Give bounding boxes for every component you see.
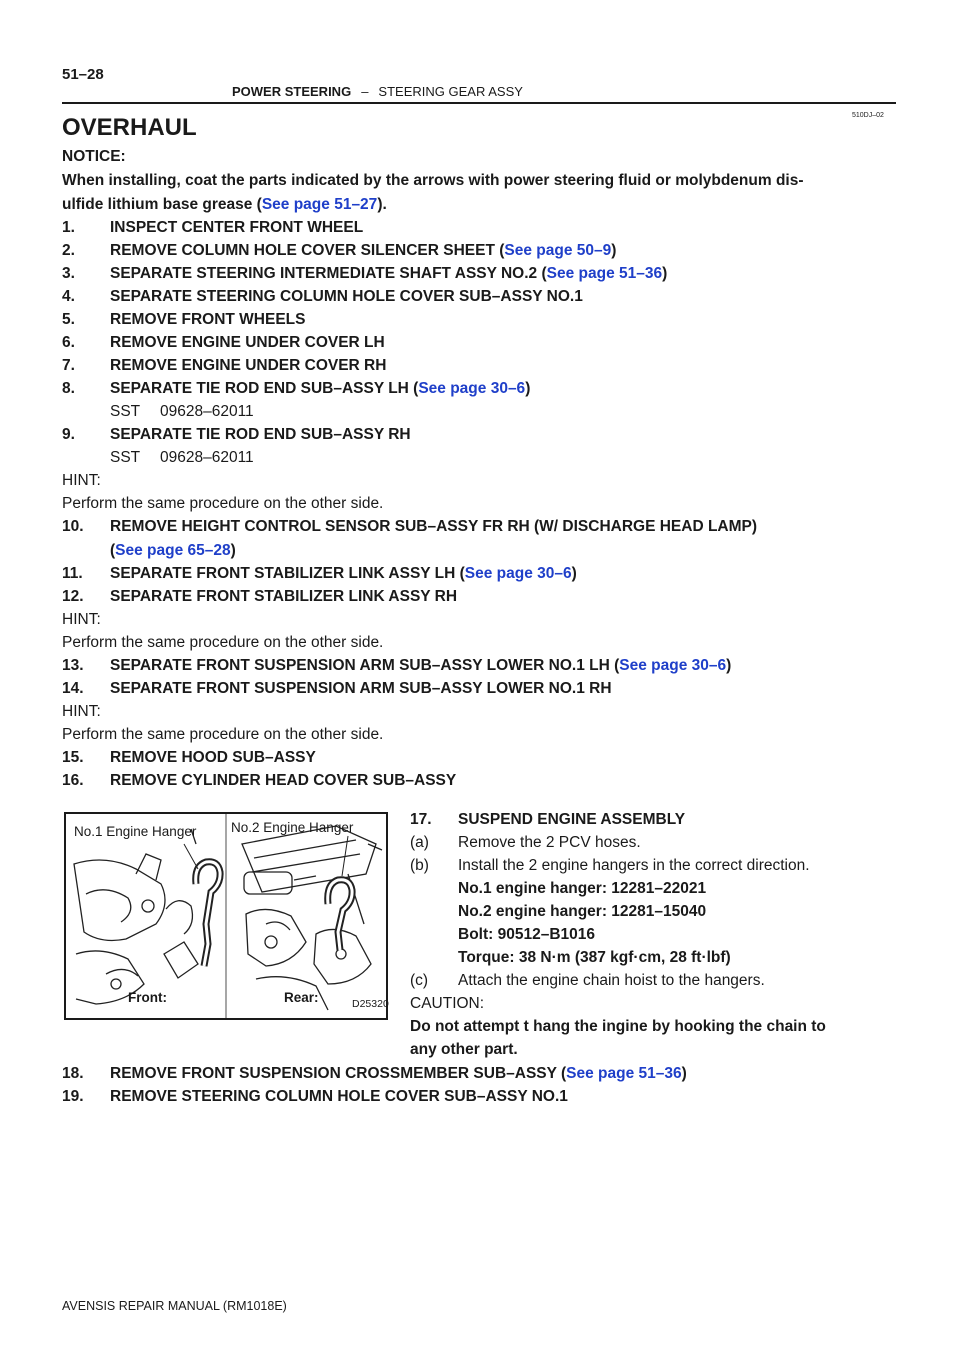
step-text-end: )	[230, 542, 236, 559]
step-11	[62, 563, 577, 585]
notice-line-1: When installing, coat the parts indicated by the arrows with power steering fluid or molybdenum dis-	[62, 172, 804, 189]
step-number: 18.	[62, 1065, 84, 1082]
hint-text: Perform the same procedure on the other side.	[62, 634, 384, 651]
substep-text: Remove the 2 PCV hoses.	[458, 834, 641, 851]
sst-label: SST	[110, 449, 141, 466]
step-9	[62, 424, 411, 446]
subsection-title: STEERING GEAR ASSY	[378, 84, 523, 99]
step-12	[62, 586, 457, 608]
hint-label: HINT:	[62, 703, 101, 720]
link-see-page-65-28[interactable]: See page 65–28	[115, 542, 231, 559]
step-text: SEPARATE FRONT SUSPENSION ARM SUB–ASSY LOWER NO.1 RH	[110, 680, 612, 697]
label-front: Front:	[128, 990, 167, 1005]
step-text: SEPARATE TIE ROD END SUB–ASSY RH	[110, 426, 411, 443]
step-18	[62, 1063, 687, 1085]
label-rear: Rear:	[284, 990, 319, 1005]
notice-label: NOTICE:	[62, 148, 126, 165]
notice-line-2-text: ulfide lithium base grease (	[62, 196, 262, 213]
step-text: SEPARATE STEERING COLUMN HOLE COVER SUB–ASSY NO.1	[110, 288, 583, 305]
step-17	[410, 809, 685, 831]
substep-text: Attach the engine chain hoist to the hangers.	[458, 972, 765, 989]
step-text-end: )	[611, 242, 617, 259]
spec-bolt: Bolt: 90512–B1016	[458, 926, 595, 943]
step-number: 17.	[410, 811, 432, 828]
step-text: REMOVE FRONT SUSPENSION CROSSMEMBER SUB–ASSY (	[110, 1065, 567, 1082]
step-text: SEPARATE TIE ROD END SUB–ASSY LH (	[110, 380, 419, 397]
link-see-page-30-6[interactable]: See page 30–6	[619, 657, 727, 674]
step-number: 9.	[62, 426, 75, 443]
engine-hanger-figure	[64, 812, 388, 1020]
step-13	[62, 655, 731, 677]
step-text: SEPARATE FRONT STABILIZER LINK ASSY LH (	[110, 565, 465, 582]
link-see-page-50-9[interactable]: See page 50–9	[504, 242, 612, 259]
substep-text: Install the 2 engine hangers in the correct direction.	[458, 857, 810, 874]
link-see-page-30-6[interactable]: See page 30–6	[464, 565, 572, 582]
step-7	[62, 355, 386, 377]
step-text: INSPECT CENTER FRONT WHEEL	[110, 219, 364, 236]
step-number: 7.	[62, 357, 75, 374]
step-number: 4.	[62, 288, 75, 305]
step-number: 1.	[62, 219, 75, 236]
substep-label: (c)	[410, 972, 429, 989]
footer-manual-name: AVENSIS REPAIR MANUAL (RM1018E)	[62, 1299, 287, 1313]
step-number: 12.	[62, 588, 84, 605]
step-number: 10.	[62, 518, 84, 535]
step-text: REMOVE ENGINE UNDER COVER LH	[110, 334, 385, 351]
step-text: REMOVE HOOD SUB–ASSY	[110, 749, 316, 766]
page-title: OVERHAUL	[62, 114, 197, 141]
page-number: 51–28	[62, 66, 104, 83]
section-title: POWER STEERING	[232, 84, 352, 99]
step-number: 5.	[62, 311, 75, 328]
document-id: 510DJ–02	[852, 112, 884, 119]
link-see-page-51-36[interactable]: See page 51–36	[546, 265, 663, 282]
label-no2-engine-hanger: No.2 Engine Hanger	[231, 820, 354, 835]
link-see-page-51-36[interactable]: See page 51–36	[566, 1065, 682, 1082]
step-17a	[410, 832, 641, 854]
step-text-end: )	[571, 565, 577, 582]
step-17c	[410, 970, 765, 992]
step-15	[62, 747, 316, 769]
step-4	[62, 286, 583, 308]
step-8-sst	[110, 401, 254, 423]
step-text: SEPARATE FRONT SUSPENSION ARM SUB–ASSY LOWER NO.1 LH (	[110, 657, 620, 674]
hint-label: HINT:	[62, 611, 101, 628]
step-6	[62, 332, 385, 354]
step-text-end: )	[681, 1065, 687, 1082]
step-number: 2.	[62, 242, 75, 259]
step-number: 16.	[62, 772, 84, 789]
step-text-end: )	[726, 657, 732, 674]
step-text: REMOVE HEIGHT CONTROL SENSOR SUB–ASSY FR RH (W/ DISCHARGE HEAD LAMP)	[110, 518, 758, 535]
step-3	[62, 263, 667, 285]
caution-line-2: any other part.	[410, 1041, 518, 1058]
step-text: REMOVE ENGINE UNDER COVER RH	[110, 357, 387, 374]
engine-hanger-illustration	[66, 814, 386, 1018]
step-5	[62, 309, 305, 331]
caution-label: CAUTION:	[410, 995, 485, 1012]
notice-line-2	[62, 194, 387, 216]
spec-torque: Torque: 38 N·m (387 kgf·cm, 28 ft·lbf)	[458, 949, 731, 966]
step-1	[62, 217, 363, 239]
header-rule	[62, 102, 896, 104]
step-text: SEPARATE FRONT STABILIZER LINK ASSY RH	[110, 588, 458, 605]
hint-label: HINT:	[62, 472, 101, 489]
label-no1-engine-hanger: No.1 Engine Hanger	[74, 824, 197, 839]
sst-value: 09628–62011	[160, 449, 254, 466]
link-see-page-51-27[interactable]: See page 51–27	[261, 196, 378, 213]
caution-line-1: Do not attempt t hang the ingine by hooking the chain to	[410, 1018, 826, 1035]
step-number: 15.	[62, 749, 84, 766]
substep-label: (b)	[410, 857, 429, 874]
step-9-sst	[110, 447, 254, 469]
step-16	[62, 770, 456, 792]
step-text: SEPARATE STEERING INTERMEDIATE SHAFT ASSY NO.2 (	[110, 265, 547, 282]
step-19	[62, 1086, 568, 1108]
section-separator: –	[361, 84, 369, 99]
step-17b	[410, 855, 810, 877]
step-number: 8.	[62, 380, 75, 397]
hint-text: Perform the same procedure on the other side.	[62, 495, 384, 512]
spec-no1-hanger: No.1 engine hanger: 12281–22021	[458, 880, 707, 897]
hint-text: Perform the same procedure on the other side.	[62, 726, 384, 743]
step-number: 13.	[62, 657, 84, 674]
notice-line-2-end: ).	[377, 196, 387, 213]
step-8	[62, 378, 530, 400]
step-text-end: )	[662, 265, 668, 282]
step-number: 6.	[62, 334, 75, 351]
sst-value: 09628–62011	[160, 403, 254, 420]
step-10	[62, 516, 757, 538]
step-10-ref	[110, 540, 236, 562]
step-text: REMOVE COLUMN HOLE COVER SILENCER SHEET (	[110, 242, 505, 259]
step-text: SUSPEND ENGINE ASSEMBLY	[458, 811, 686, 828]
step-text: (	[110, 542, 116, 559]
step-2	[62, 240, 616, 262]
step-number: 3.	[62, 265, 75, 282]
step-number: 19.	[62, 1088, 84, 1105]
spec-no2-hanger: No.2 engine hanger: 12281–15040	[458, 903, 707, 920]
sst-label: SST	[110, 403, 141, 420]
step-14	[62, 678, 612, 700]
step-text: REMOVE STEERING COLUMN HOLE COVER SUB–ASSY NO.1	[110, 1088, 568, 1105]
step-text: REMOVE CYLINDER HEAD COVER SUB–ASSY	[110, 772, 457, 789]
link-see-page-30-6[interactable]: See page 30–6	[418, 380, 526, 397]
step-number: 14.	[62, 680, 84, 697]
substep-label: (a)	[410, 834, 429, 851]
step-text-end: )	[525, 380, 531, 397]
step-text: REMOVE FRONT WHEELS	[110, 311, 306, 328]
step-number: 11.	[62, 565, 83, 582]
figure-code: D25320	[352, 998, 389, 1010]
section-header	[232, 84, 523, 99]
